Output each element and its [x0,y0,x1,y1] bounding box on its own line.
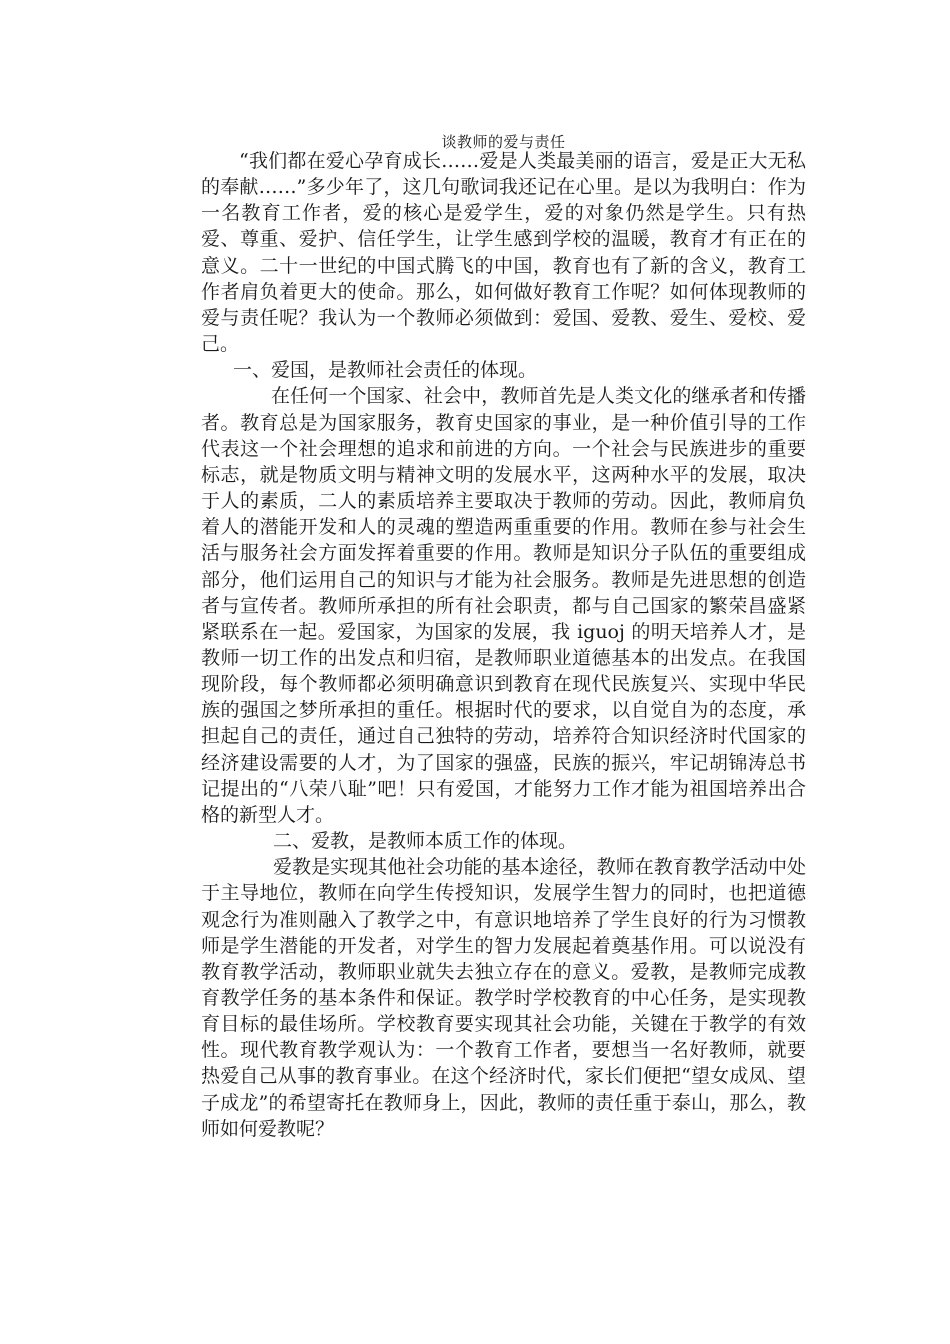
section-heading-love-country: 一、爱国，是教师社会责任的体现。 [233,359,538,382]
document-page [201,0,806,1344]
section-heading-love-teaching: 二、爱教，是教师本质工作的体现。 [273,830,578,853]
section-body-love-country: 在任何一个国家、社会中，教师首先是人类文化的继承者和传播者。教育总是为国家服务，教育史国家的事业，是一种价值引导的工作代表这一个社会理想的追求和前进的方向。一个社会与民族进步的重要标志，就是物质文明与精神文明的发展水平，这两种水平的发展，取决于人的素质，二人的素质培养主要取决于教师的劳动。因此，教师肩负着人的潜能开发和人的灵魂的塑造两重重要的作用。教师在参与社会生活与服务社会方面发挥着重要的作用。教师是知识分子队伍的重要组成部分，他们运用自己的知识与才能为社会服务。教师是先进思想的创造者与宣传者。教师所承担的所有社会职责，都与自己国家的繁荣昌盛紧紧联系在一起。爱国家，为国家的发展，我 iguoj 的明天培养人才，是教师一切工作的出发点和归宿，是教师职业道德基本的出发点。在我国现阶段，每个教师都必须明确意识到教育在现代民族复兴、实现中华民族的强国之梦所承担的重任。根据时代的要求，以自觉自为的态度，承担起自己的责任，通过自己独特的劳动，培养符合知识经济时代国家的经济建设需要的人才，为了国家的强盛，民族的振兴，牢记胡锦涛总书记提出的“八荣八耻”吧！只有爱国，才能努力工作才能为祖国培养出合格的新型人才。 [201,385,806,826]
document-body [201,148,806,1142]
section-body-love-teaching: 爱教是实现其他社会功能的基本途径，教师在教育教学活动中处于主导地位，教师在向学生传授知识，发展学生智力的同时，也把道德观念行为准则融入了教学之中，有意识地培养了学生良好的行为习惯教师是学生潜能的开发者，对学生的智力发展起着奠基作用。可以说没有教育教学活动，教师职业就失去独立存在的意义。爱教，是教师完成教育教学任务的基本条件和保证。教学时学校教育的中心任务，是实现教育目标的最佳场所。学校教育要实现其社会功能，关键在于教学的有效性。现代教育教学观认为：一个教育工作者，要想当一名好教师，就要热爱自己从事的教育事业。在这个经济时代，家长们便把“望女成凤、望子成龙”的希望寄托在教师身上，因此，教师的责任重于泰山，那么，教师如何爱教呢？ [201,856,806,1140]
document-title: 谈教师的爱与责任 [441,133,566,151]
intro-paragraph: “我们都在爱心孕育成长……爱是人类最美丽的语言，爱是正大无私的奉献……”多少年了，这几句歌词我还记在心里。是以为我明白：作为一名教育工作者，爱的核心是爱学生，爱的对象仍然是学生。只有热爱、尊重、爱护、信任学生，让学生感到学校的温暖，教育才有正在的意义。二十一世纪的中国式腾飞的中国，教育也有了新的含义，教育工作者肩负着更大的使命。那么，如何做好教育工作呢？如何体现教师的爱与责任呢？我认为一个教师必须做到：爱国、爱教、爱生、爱校、爱己。 [201,150,806,356]
